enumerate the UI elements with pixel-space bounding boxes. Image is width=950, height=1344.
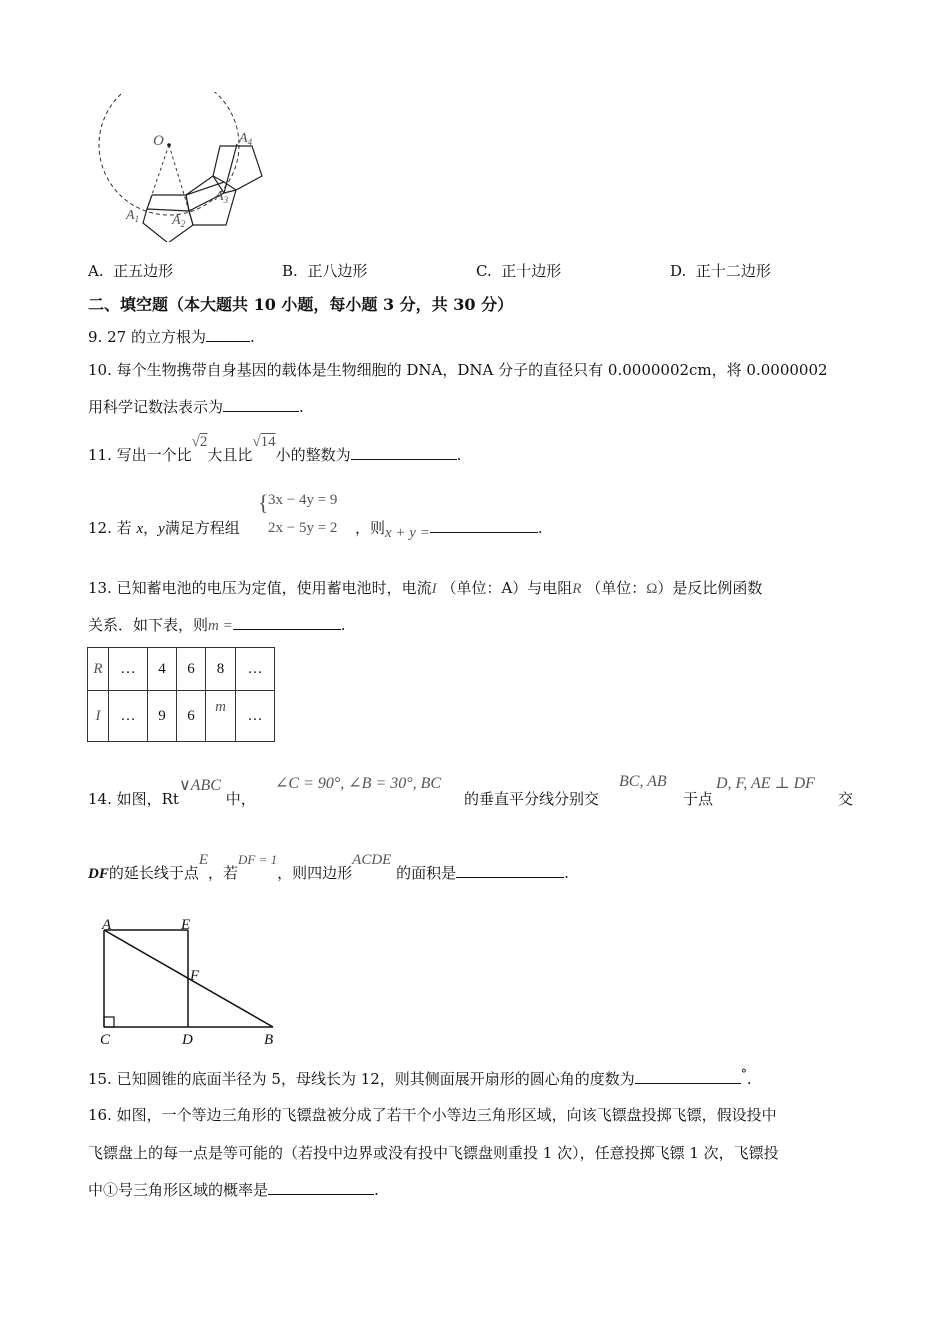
period: . [746,1070,752,1088]
question-text: 满足方程组 [164,519,240,537]
pentagon-rotation-figure [95,92,275,242]
question-text: 每个生物携带自身基因的载体是生物细胞的 DNA，DNA 分子的直径只有 0.0000002cm，将 0.0000002 [116,361,828,379]
question-text: 小的整数为 [275,446,351,464]
period: . [299,398,304,416]
question-number: 15. [88,1070,112,1088]
table-cell: … [236,691,275,742]
svg-text:A2: $A_2$ [172,213,186,229]
svg-text:A: A [102,917,112,933]
var-R: R [572,581,582,597]
question-text: （单位：A）与电阻 [441,579,573,597]
triangle-abc: ∨ABC [178,777,221,794]
question-text: 的面积是 [396,864,457,882]
sqrt-2: √2 [191,434,208,450]
period: . [456,446,462,464]
question-number: 10. [88,361,112,379]
option-d [670,260,771,281]
question-text: 如图，一个等边三角形的飞镖盘被分成了若干个小等边三角形区域，向该飞镖盘投掷飞镖，假设投中 [116,1106,777,1124]
question-16-line2 [88,1142,779,1164]
question-text: 用科学记数法表示为 [88,398,224,416]
question-text: 写出一个比 [116,446,192,464]
table-cell: 6 [177,691,206,742]
question-11 [88,434,462,467]
question-10-line1 [88,359,828,381]
option-c [476,260,561,281]
var-y: y [158,521,165,537]
answer-blank[interactable] [351,445,457,460]
table-cell: I [88,691,109,742]
question-text: 中， [225,790,256,808]
degree-symbol: ° [740,1067,747,1081]
period: . [249,328,255,346]
brace: { [258,490,269,515]
answer-blank[interactable] [268,1180,374,1195]
table-cell: … [236,648,275,691]
option-b [282,260,367,281]
question-14-line2 [88,852,569,885]
question-text: 的垂直平分线分别交 [464,790,600,808]
answer-blank[interactable] [206,327,250,342]
question-text: 已知蓄电池的电压为定值，使用蓄电池时，电流 [116,579,432,597]
period: . [537,519,543,537]
period: . [374,1181,379,1199]
question-9 [88,326,255,348]
svg-text:C: C [100,1032,111,1048]
question-text: 若 [116,519,132,537]
question-15 [88,1068,752,1091]
table-row [88,648,275,691]
question-text: 27 的立方根为 [107,328,206,346]
svg-text:B: B [264,1032,274,1048]
question-text: 交 [838,790,854,808]
period: . [340,616,346,634]
answer-blank[interactable] [223,397,299,412]
option-letter: A. [88,262,104,280]
svg-text:A3: $A_3$ [215,189,229,205]
section-title: 二、填空题（本大题共 10 小题，每小题 3 分，共 30 分） [88,295,514,314]
question-16-line1 [88,1104,777,1126]
df-equation: DF = 1 [238,852,278,867]
table-cell: 8 [206,648,236,691]
question-14-line1 [88,777,256,811]
question-12-tail [355,517,543,541]
question-text: ，若 [208,864,239,882]
table-cell: m [206,691,236,742]
question-text: ，则 [355,519,386,537]
question-number: 12. [88,519,112,537]
svg-text:A1: $A_1$ [126,208,140,224]
table-cell: 6 [177,648,206,691]
option-a [88,260,173,281]
question-number: 16. [88,1106,112,1124]
table-cell: … [109,691,148,742]
question-text: 于点 [683,790,714,808]
equation-1: 3x − 4y = 9 [268,492,338,508]
table-cell: 9 [148,691,177,742]
option-text: 正五边形 [113,262,174,280]
question-text: ，则四边形 [277,864,353,882]
option-letter: D. [670,262,687,280]
question-12 [88,517,240,538]
table-cell: R [88,648,109,691]
question-text: 飞镖盘上的每一点是等可能的（若投中边界或没有投中飞镖盘则重投 1 次），任意投掷飞镖 1 次，飞镖投 [88,1144,779,1162]
answer-blank[interactable] [233,615,341,630]
svg-text:E: E [181,917,191,933]
points-condition: D, F, AE ⊥ DF [716,775,815,792]
segments-bc-ab: BC, AB [619,773,667,790]
var-I: I [431,581,437,597]
question-text: 大且比 [207,446,253,464]
question-text: 中①号三角形区域的概率是 [88,1181,269,1199]
question-10-line2 [88,396,304,418]
r-i-table [87,647,275,742]
question-13-line1 [88,577,762,600]
answer-blank[interactable] [635,1069,741,1084]
question-number: 13. [88,579,112,597]
expression: x + y = [385,525,430,541]
angle-conditions: ∠C = 90°, ∠B = 30°, BC [275,775,442,792]
segment-df: DF [88,866,109,882]
option-letter: C. [476,262,492,280]
quadrilateral-acde: ACDE [352,852,392,868]
table-cell: 4 [148,648,177,691]
question-text: 的延长线于点 [108,864,199,882]
omega-symbol: Ω [646,581,658,597]
svg-text:D: D [182,1032,193,1048]
sqrt-14: √14 [252,434,276,450]
question-13-line2 [88,614,346,637]
svg-text:A4: $A_4$ [239,131,253,147]
svg-text:O: O [153,133,164,149]
question-text: （单位： [586,579,647,597]
answer-blank[interactable] [430,518,538,533]
table-cell: … [109,648,148,691]
svg-text:F: F [190,968,200,984]
var-x: x [136,521,144,537]
option-text: 正八边形 [307,262,368,280]
question-text: ）是反比例函数 [657,579,763,597]
question-number: 11. [88,446,112,464]
table-row [88,691,275,742]
option-letter: B. [282,262,298,280]
option-text: 正十边形 [501,262,562,280]
answer-blank[interactable] [456,863,564,878]
question-number: 14. [88,790,112,808]
question-number: 9. [88,328,103,346]
option-text: 正十二边形 [695,262,771,280]
comma: ， [143,519,159,537]
equation-2: 2x − 5y = 2 [268,520,338,536]
question-text: 如图，Rt [116,790,179,808]
period: . [564,864,569,882]
question-text: 已知圆锥的底面半径为 5，母线长为 12，则其侧面展开扇形的圆心角的度数为 [116,1070,635,1088]
point-e: E [198,852,209,868]
question-16-line3 [88,1179,379,1201]
right-triangle-figure [95,910,285,1050]
question-text: 关系．如下表，则 [88,616,209,634]
var-m: m = [208,618,233,634]
